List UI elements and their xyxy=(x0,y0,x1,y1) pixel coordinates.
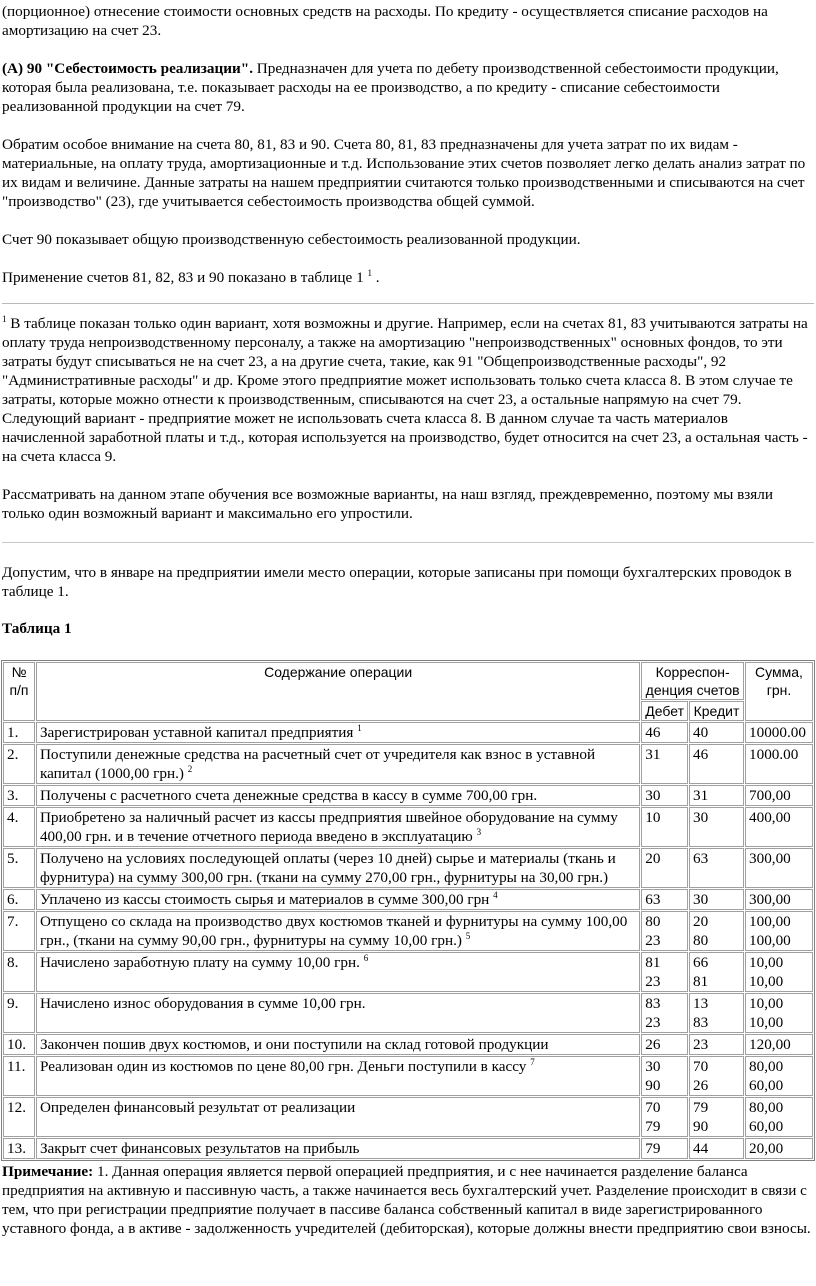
table-row xyxy=(3,952,813,992)
table-row xyxy=(3,785,813,806)
document-page xyxy=(0,2,816,1238)
footnote-text xyxy=(2,314,814,466)
sum-cell xyxy=(745,785,813,806)
debit-cell-value: 30 xyxy=(645,787,661,804)
row-number: 4. xyxy=(3,807,35,847)
header-content: Содержание операции xyxy=(36,662,640,721)
table-row xyxy=(3,744,813,784)
operation-cell xyxy=(36,744,640,784)
debit-cell-value: 79 xyxy=(645,1118,661,1135)
footnote-reference[interactable]: 1 xyxy=(367,268,372,278)
operation-text: Приобретено за наличный расчет из кассы предприятия швейное оборудование на сумму 400,00 грн. и в течение отчетного периода введено в эксплуатацию xyxy=(39,809,618,845)
footnote-end-divider xyxy=(2,542,814,543)
operation-cell xyxy=(36,889,640,910)
footnote-body: В таблице показан только один вариант, хотя возможны и другие. Например, если на счетах 81, 83 учитываются затраты на оплату труда непроизводственному персоналу, а также на амортизацию "непроизводственных" основных фондов, то эти затраты будут списываться не на счет 23, а на другие счета, такие, как 91 "Общепроизводственные расходы", 92 "Административные расходы" и др. Кроме этого предприятие может использовать только счета класса 8. В этом случае те затраты, которые можно отнести к производственным, списываются на счет 23, а остальные напрямую на счет 79. Следующий вариант - предприятие может не использовать счета класса 8. В данном случае та часть материалов начисленной заработной платы и т.д., которая используется на производство, будет относится на счет 23, а остальная часть - на счета класса 9. xyxy=(2,315,808,465)
sum-cell-value: 10000.00 xyxy=(749,724,806,741)
row-number: 10. xyxy=(3,1034,35,1055)
operation-cell xyxy=(36,848,640,888)
credit-cell-value: 81 xyxy=(693,973,709,990)
table-row xyxy=(3,889,813,910)
credit-cell xyxy=(689,807,744,847)
table-row xyxy=(3,1056,813,1096)
operation-cell xyxy=(36,1056,640,1096)
operation-footnote-ref[interactable]: 3 xyxy=(476,827,482,837)
debit-cell-value: 23 xyxy=(645,973,661,990)
account-90-title: (А) 90 "Себестоимость реализации". xyxy=(2,60,253,77)
debit-cell-value: 31 xyxy=(645,746,661,763)
header-correspondence: Корреспон-денция счетов xyxy=(641,662,744,700)
debit-cell-value: 79 xyxy=(645,1140,661,1157)
credit-cell-value: 31 xyxy=(693,787,709,804)
operation-footnote-ref[interactable]: 6 xyxy=(363,953,369,963)
row-number: 7. xyxy=(3,911,35,951)
row-number: 9. xyxy=(3,993,35,1033)
sum-cell xyxy=(745,744,813,784)
usage-paragraph xyxy=(2,268,814,287)
operation-footnote-ref[interactable]: 4 xyxy=(493,890,498,900)
sum-cell-value: 80,00 xyxy=(749,1058,784,1075)
credit-cell xyxy=(689,722,744,743)
row-number: 13. xyxy=(3,1138,35,1159)
operation-cell xyxy=(36,1138,640,1159)
table-row xyxy=(3,911,813,951)
credit-cell xyxy=(689,1056,744,1096)
credit-cell xyxy=(689,848,744,888)
credit-cell xyxy=(689,889,744,910)
credit-cell xyxy=(689,1138,744,1159)
table-header-row xyxy=(3,662,813,700)
sum-cell-value: 700,00 xyxy=(749,787,791,804)
sum-cell xyxy=(745,889,813,910)
credit-cell xyxy=(689,993,744,1033)
debit-cell xyxy=(641,807,688,847)
table-caption: Таблица 1 xyxy=(2,620,72,637)
footnote-marker: 1 xyxy=(2,314,7,324)
header-sum: Сумма, грн. xyxy=(745,662,813,721)
sum-cell-value: 10,00 xyxy=(749,1014,784,1031)
footnote-divider xyxy=(2,303,814,304)
operation-text: Уплачено из кассы стоимость сырья и материалов в сумме 300,00 грн xyxy=(39,891,490,908)
credit-cell-value: 20 xyxy=(693,913,709,930)
debit-cell-value: 23 xyxy=(645,932,661,949)
debit-cell-value: 81 xyxy=(645,954,661,971)
debit-cell xyxy=(641,1056,688,1096)
operation-cell xyxy=(36,722,640,743)
sum-cell xyxy=(745,1034,813,1055)
table-row xyxy=(3,1138,813,1159)
table-row xyxy=(3,1034,813,1055)
table-row xyxy=(3,993,813,1033)
note-text: 1. Данная операция является первой операцией предприятия, и с нее начинается разделение баланса предприятия на активную и пассивную часть, а также начинается весь бухгалтерский учет. Разделение происходит в связи с тем, что при регистрации предприятие получает в пассиве баланса собственный капитал в виде зарегистрированного уставного фонда, а в активе - задолженность учредителей (дебиторская), которые должны внести предприятию свои взносы. xyxy=(2,1163,811,1237)
operation-cell xyxy=(36,785,640,806)
header-credit: Кредит xyxy=(689,701,744,721)
debit-cell-value: 46 xyxy=(645,724,661,741)
operation-footnote-ref[interactable]: 2 xyxy=(187,764,193,774)
credit-cell xyxy=(689,785,744,806)
credit-cell-value: 30 xyxy=(693,809,709,826)
sum-cell-value: 10,00 xyxy=(749,973,784,990)
footnote-text-2: Рассматривать на данном этапе обучения все возможные варианты, на наш взгляд, преждевременно, поэтому мы взяли только один возможный вариант и максимально его упростили. xyxy=(2,486,773,522)
sum-cell-value: 10,00 xyxy=(749,995,784,1012)
table-body xyxy=(3,722,813,1159)
sum-cell xyxy=(745,911,813,951)
operation-text: Начислено износ оборудования в сумме 10,00 грн. xyxy=(39,995,366,1012)
operation-footnote-ref[interactable]: 5 xyxy=(465,931,471,941)
sum-cell-value: 120,00 xyxy=(749,1036,791,1053)
sum-cell-value: 80,00 xyxy=(749,1099,784,1116)
header-debit: Дебет xyxy=(641,701,688,721)
operation-text: Закрыт счет финансовых результатов на прибыль xyxy=(39,1140,360,1157)
debit-cell xyxy=(641,722,688,743)
credit-cell-value: 63 xyxy=(693,850,709,867)
operation-text: Получено на условиях последующей оплаты (через 10 дней) сырье и материалы (ткань и фурнитура) на сумму 300,00 грн. (ткани на сумму 270,00 грн., фурнитуры на 30,00 грн.) xyxy=(39,850,616,886)
sum-cell-value: 100,00 xyxy=(749,913,791,930)
row-number: 8. xyxy=(3,952,35,992)
table-row xyxy=(3,722,813,743)
row-number: 2. xyxy=(3,744,35,784)
operation-cell xyxy=(36,911,640,951)
debit-cell xyxy=(641,993,688,1033)
credit-cell-value: 79 xyxy=(693,1099,709,1116)
table-row xyxy=(3,848,813,888)
debit-cell xyxy=(641,1138,688,1159)
debit-cell xyxy=(641,744,688,784)
operation-text: Зарегистрирован уставной капитал предприятия xyxy=(39,724,354,741)
debit-cell xyxy=(641,785,688,806)
debit-cell xyxy=(641,848,688,888)
debit-cell xyxy=(641,1034,688,1055)
row-number: 5. xyxy=(3,848,35,888)
sum-cell xyxy=(745,722,813,743)
operation-text: Поступили денежные средства на расчетный счет от учредителя как взнос в уставной капитал (1000,00 грн.) xyxy=(39,746,596,782)
intro-continuation: (порционное) отнесение стоимости основных средств на расходы. По кредиту - осуществляется списание расходов на амортизацию на счет 23. xyxy=(2,3,768,39)
credit-cell-value: 13 xyxy=(693,995,709,1012)
sum-cell xyxy=(745,1097,813,1137)
debit-cell-value: 83 xyxy=(645,995,661,1012)
sum-cell xyxy=(745,1138,813,1159)
debit-cell xyxy=(641,911,688,951)
debit-cell-value: 80 xyxy=(645,913,661,930)
sum-cell-value: 60,00 xyxy=(749,1118,784,1135)
row-number: 11. xyxy=(3,1056,35,1096)
attention-paragraph: Обратим особое внимание на счета 80, 81, 83 и 90. Счета 80, 81, 83 предназначены для учета затрат по их видам - материальные, на оплату труда, амортизационные и т.д. Использование этих счетов позволяет легко делать анализ затрат по их видам и величине. Данные затраты на нашем предприятии считаются только производственными и списываются на счет "производство" (23), где учитывается себестоимость производства общей суммой. xyxy=(2,136,806,210)
operation-cell xyxy=(36,807,640,847)
credit-cell-value: 23 xyxy=(693,1036,709,1053)
debit-cell xyxy=(641,889,688,910)
debit-cell-value: 63 xyxy=(645,891,661,908)
sum-cell xyxy=(745,807,813,847)
row-number: 6. xyxy=(3,889,35,910)
account-90-summary: Счет 90 показывает общую производственную себестоимость реализованной продукции. xyxy=(2,231,581,248)
credit-cell-value: 66 xyxy=(693,954,709,971)
debit-cell-value: 10 xyxy=(645,809,661,826)
credit-cell xyxy=(689,952,744,992)
credit-cell-value: 70 xyxy=(693,1058,709,1075)
debit-cell xyxy=(641,952,688,992)
account-90-paragraph xyxy=(2,59,814,116)
credit-cell-value: 30 xyxy=(693,891,709,908)
credit-cell-value: 46 xyxy=(693,746,709,763)
operation-footnote-ref[interactable]: 1 xyxy=(357,723,362,733)
credit-cell xyxy=(689,1097,744,1137)
operations-table xyxy=(1,660,815,1161)
operation-cell xyxy=(36,1097,640,1137)
credit-cell-value: 83 xyxy=(693,1014,709,1031)
debit-cell-value: 23 xyxy=(645,1014,661,1031)
sum-cell xyxy=(745,993,813,1033)
table-row xyxy=(3,1097,813,1137)
credit-cell-value: 44 xyxy=(693,1140,709,1157)
sum-cell-value: 400,00 xyxy=(749,809,791,826)
debit-cell-value: 70 xyxy=(645,1099,661,1116)
note-label: Примечание: xyxy=(2,1163,94,1180)
row-number: 12. xyxy=(3,1097,35,1137)
credit-cell xyxy=(689,1034,744,1055)
sum-cell-value: 100,00 xyxy=(749,932,791,949)
sum-cell xyxy=(745,848,813,888)
operation-cell xyxy=(36,1034,640,1055)
credit-cell xyxy=(689,911,744,951)
debit-cell-value: 26 xyxy=(645,1036,661,1053)
credit-cell-value: 40 xyxy=(693,724,709,741)
table-row xyxy=(3,807,813,847)
operation-text: Закончен пошив двух костюмов, и они поступили на склад готовой продукции xyxy=(39,1036,549,1053)
operation-footnote-ref[interactable]: 7 xyxy=(530,1057,535,1067)
sum-cell-value: 60,00 xyxy=(749,1077,784,1094)
sum-cell-value: 300,00 xyxy=(749,850,791,867)
sum-cell-value: 10,00 xyxy=(749,954,784,971)
usage-text: Применение счетов 81, 82, 83 и 90 показано в таблице 1 xyxy=(2,269,364,286)
account-90-text: Предназначен для учета по дебету производственной себестоимости продукции, которая была реализована, т.е. показывает расходы на ее производство, а по кредиту - списание себестоимости реализованной продукции на счет 79. xyxy=(2,60,779,115)
note-paragraph xyxy=(2,1162,814,1238)
row-number: 3. xyxy=(3,785,35,806)
header-number: № п/п xyxy=(3,662,35,721)
operation-cell xyxy=(36,952,640,992)
operation-text: Отпущено со склада на производство двух костюмов тканей и фурнитуры на сумму 100,00 грн., (ткани на сумму 90,00 грн., фурнитуры на сумму 10,00 грн.) xyxy=(39,913,628,949)
operation-text: Определен финансовый результат от реализации xyxy=(39,1099,356,1116)
credit-cell-value: 26 xyxy=(693,1077,709,1094)
credit-cell xyxy=(689,744,744,784)
credit-cell-value: 80 xyxy=(693,932,709,949)
debit-cell-value: 20 xyxy=(645,850,661,867)
january-paragraph: Допустим, что в январе на предприятии имели место операции, которые записаны при помощи бухгалтерских проводок в таблице 1. xyxy=(2,564,792,600)
sum-cell xyxy=(745,952,813,992)
sum-cell-value: 1000.00 xyxy=(749,746,799,763)
credit-cell-value: 90 xyxy=(693,1118,709,1135)
sum-cell xyxy=(745,1056,813,1096)
debit-cell-value: 90 xyxy=(645,1077,661,1094)
debit-cell-value: 30 xyxy=(645,1058,661,1075)
operation-cell xyxy=(36,993,640,1033)
sum-cell-value: 20,00 xyxy=(749,1140,784,1157)
operation-text: Получены с расчетного счета денежные средства в кассу в сумме 700,00 грн. xyxy=(39,787,538,804)
sum-cell-value: 300,00 xyxy=(749,891,791,908)
operation-text: Начислено заработную плату на сумму 10,00 грн. xyxy=(39,954,360,971)
row-number: 1. xyxy=(3,722,35,743)
debit-cell xyxy=(641,1097,688,1137)
operation-text: Реализован один из костюмов по цене 80,00 грн. Деньги поступили в кассу xyxy=(39,1058,527,1075)
usage-tail: . xyxy=(372,269,380,286)
